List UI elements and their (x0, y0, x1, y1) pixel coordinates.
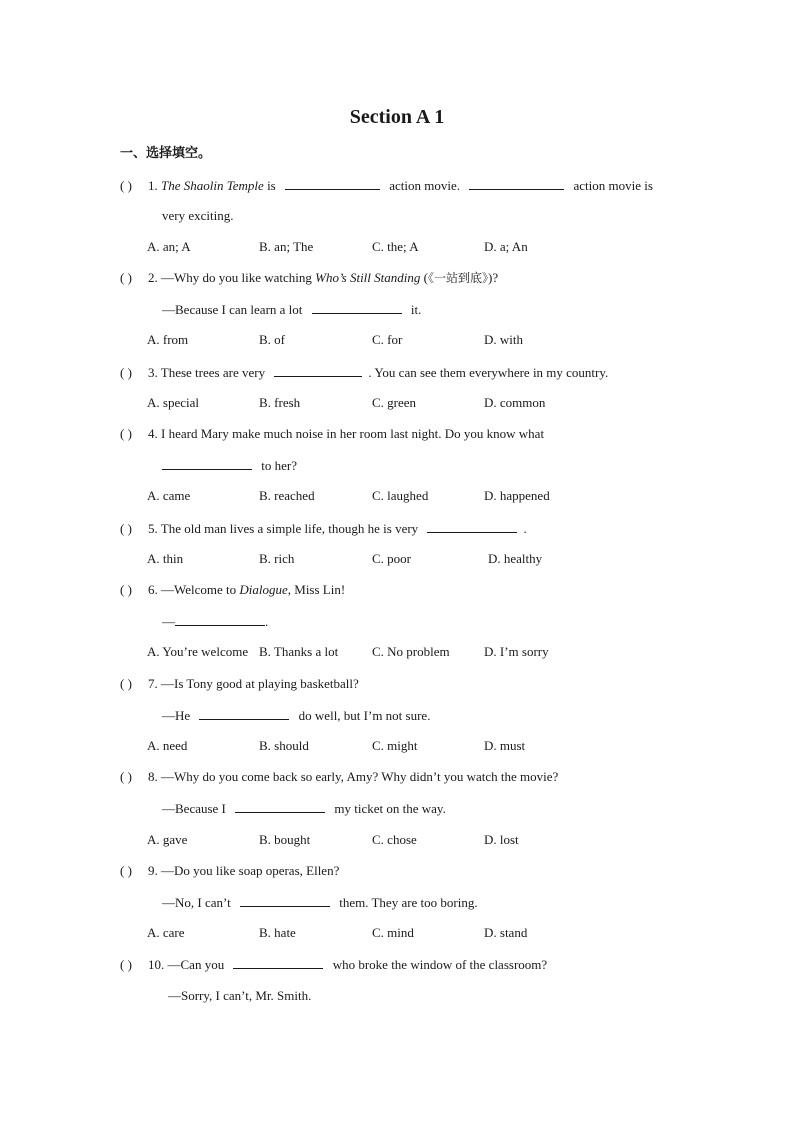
answer-blank[interactable] (469, 175, 564, 190)
option-c[interactable]: C. green (372, 395, 417, 410)
option-d[interactable]: D. with (484, 332, 523, 347)
question-10: ( ) 10. —Can you who broke the window of the classroom? (120, 954, 547, 975)
option-d[interactable]: D. must (484, 738, 526, 753)
option-d[interactable]: D. healthy (488, 551, 543, 566)
option-a[interactable]: A. need (147, 738, 188, 753)
magazine-title: Dialogue (239, 582, 288, 597)
answer-blank[interactable] (274, 362, 362, 377)
option-d[interactable]: D. common (484, 395, 546, 410)
option-a[interactable]: A. an; A (147, 239, 191, 254)
option-a[interactable]: A. thin (147, 551, 184, 566)
option-b[interactable]: B. reached (259, 488, 315, 503)
option-a[interactable]: A. special (147, 395, 199, 410)
question-9-cont: —No, I can’t them. They are too boring. (162, 892, 478, 913)
option-b[interactable]: B. an; The (259, 239, 314, 254)
question-6-cont: — . (162, 611, 268, 632)
question-1: ( ) 1. The Shaolin Temple is action movie. action movie is (120, 175, 653, 196)
question-10-cont: —Sorry, I can’t, Mr. Smith. (168, 988, 312, 1003)
question-3: ( ) 3. These trees are very . You can see them everywhere in my country. (120, 362, 608, 383)
option-b[interactable]: B. bought (259, 832, 311, 847)
option-b[interactable]: B. rich (259, 551, 295, 566)
option-c[interactable]: C. might (372, 738, 418, 753)
answer-blank[interactable] (240, 892, 330, 907)
option-b[interactable]: B. fresh (259, 395, 301, 410)
answer-blank[interactable] (175, 611, 265, 626)
option-d[interactable]: D. a; An (484, 239, 528, 254)
question-2-cont: —Because I can learn a lot it. (162, 299, 421, 320)
option-c[interactable]: C. mind (372, 925, 414, 940)
question-6: ( ) 6. —Welcome to Dialogue, Miss Lin! (120, 582, 346, 597)
question-2: ( ) 2. —Why do you like watching Who’s Still Standing (《一站到底》)? (120, 270, 499, 285)
option-c[interactable]: C. the; A (372, 239, 419, 254)
option-d[interactable]: D. stand (484, 925, 528, 940)
answer-blank[interactable] (235, 798, 325, 813)
answer-blank[interactable] (233, 954, 323, 969)
answer-blank[interactable] (285, 175, 380, 190)
question-8-cont: —Because I my ticket on the way. (162, 798, 446, 819)
question-4: ( ) 4. I heard Mary make much noise in her room last night. Do you know what (120, 426, 545, 441)
movie-title: The Shaolin Temple (161, 178, 264, 193)
option-d[interactable]: D. I’m sorry (484, 644, 549, 659)
answer-blank[interactable] (162, 455, 252, 470)
answer-blank[interactable] (199, 705, 289, 720)
answer-paren: ( ) (120, 178, 132, 193)
option-a[interactable]: A. gave (147, 832, 188, 847)
question-4-cont: to her? (162, 455, 297, 476)
option-c[interactable]: C. No problem (372, 644, 450, 659)
question-8: ( ) 8. —Why do you come back so early, Amy? Why didn’t you watch the movie? (120, 769, 559, 784)
option-d[interactable]: D. happened (484, 488, 550, 503)
option-c[interactable]: C. poor (372, 551, 411, 566)
question-1-cont: very exciting. (162, 208, 234, 223)
answer-blank[interactable] (312, 299, 402, 314)
option-d[interactable]: D. lost (484, 832, 519, 847)
option-b[interactable]: B. of (259, 332, 285, 347)
option-b[interactable]: B. should (259, 738, 309, 753)
option-c[interactable]: C. laughed (372, 488, 429, 503)
show-title: Who’s Still Standing (315, 270, 421, 285)
option-c[interactable]: C. chose (372, 832, 417, 847)
question-5: ( ) 5. The old man lives a simple life, though he is very . (120, 518, 527, 539)
question-7-cont: —He do well, but I’m not sure. (162, 705, 430, 726)
option-a[interactable]: A. came (147, 488, 191, 503)
option-c[interactable]: C. for (372, 332, 403, 347)
option-a[interactable]: A. care (147, 925, 185, 940)
answer-blank[interactable] (427, 518, 517, 533)
option-b[interactable]: B. Thanks a lot (259, 644, 339, 659)
section-heading: 一、选择填空。 (120, 146, 212, 161)
option-a[interactable]: A. You’re welcome (147, 644, 249, 659)
option-b[interactable]: B. hate (259, 925, 296, 940)
page-title: Section A 1 (349, 106, 445, 128)
question-9: ( ) 9. —Do you like soap operas, Ellen? (120, 863, 340, 878)
option-a[interactable]: A. from (147, 332, 189, 347)
question-7: ( ) 7. —Is Tony good at playing basketball? (120, 676, 359, 691)
